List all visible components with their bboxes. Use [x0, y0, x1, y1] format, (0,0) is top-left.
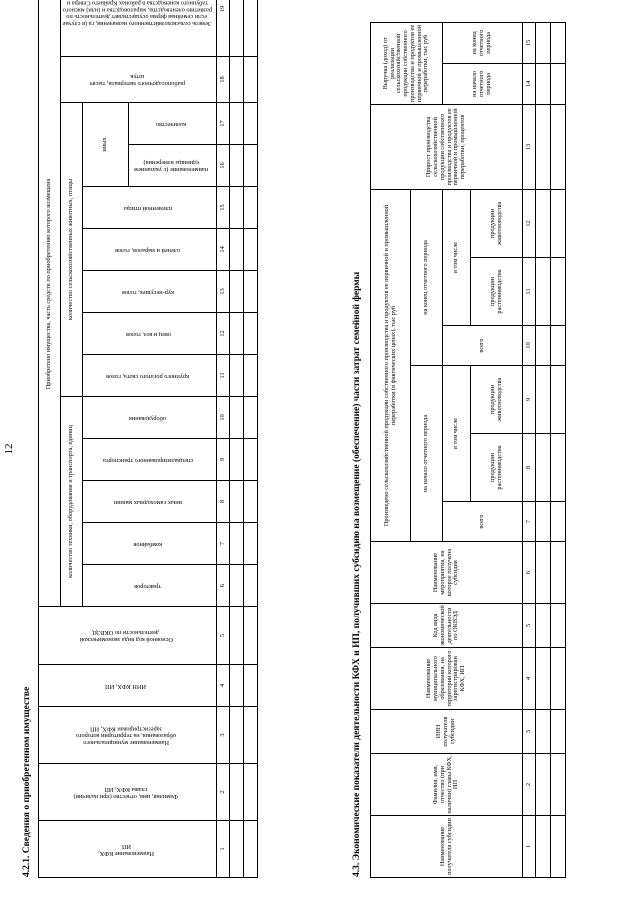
col-number: 12 — [523, 189, 536, 257]
section-title-4-2-1: 4.2.1. Сведения о приобретенном имуществе — [22, 686, 32, 877]
hdr-other-machines: иных самоходных машин — [83, 481, 217, 523]
empty-cell — [229, 607, 243, 665]
col-number: 7 — [523, 502, 536, 542]
hdr-measure: Наименование мероприятия, на которое получена субсидия — [371, 542, 523, 604]
empty-cell — [551, 366, 566, 434]
col-number: 11 — [523, 258, 536, 326]
empty-cell — [536, 258, 551, 326]
hdr-including-end: в том числе — [443, 189, 471, 325]
hdr-acquired-property: Приобретено имущества, часть средств по приобретению которого возмещена — [39, 0, 61, 607]
hdr-municipality: Наименование муниципального образования, на территории которого зарегистрирован КФХ, ИП — [39, 707, 217, 764]
col-number: 7 — [216, 523, 229, 565]
empty-cell — [243, 229, 257, 271]
col-number: 6 — [523, 542, 536, 604]
col-number: 1 — [216, 821, 229, 878]
empty-cell — [243, 355, 257, 397]
hdr-okved: Основной код вида экономической деятельности по ОКВЭД — [39, 607, 217, 665]
empty-cell — [536, 366, 551, 434]
empty-cell — [551, 104, 566, 189]
empty-cell — [243, 821, 257, 878]
hdr-inn: ИНН КФХ, ИП — [39, 665, 217, 707]
empty-cell — [229, 271, 243, 313]
hdr-spec-transport: специализированного транспорта — [83, 439, 217, 481]
col-number: 9 — [216, 439, 229, 481]
empty-cell — [243, 523, 257, 565]
col-number: 16 — [216, 145, 229, 187]
hdr-tech-group: количество техники, оборудования и транспорта, единиц — [61, 397, 83, 607]
hdr-hens: кур-несушек, голов — [83, 271, 217, 313]
empty-cell — [243, 57, 257, 103]
col-number: 17 — [216, 103, 229, 145]
hdr-breeding-poultry: племенной птицы — [83, 187, 217, 229]
empty-cell — [536, 189, 551, 257]
hdr-livestock-start: продукции животноводства — [471, 366, 523, 434]
hdr-deer: оленей и маралов, голов — [83, 229, 217, 271]
section-title-4-3: 4.3. Экономические показатели деятельности КФХ и ИП, получивших субсидию на возмещение (обеспечение) части затрат семейной фермы — [352, 271, 362, 877]
economics-table — [370, 22, 566, 878]
empty-cell — [536, 502, 551, 542]
empty-cell — [536, 604, 551, 648]
empty-cell — [551, 816, 566, 878]
empty-cell — [229, 229, 243, 271]
hdr-sheep-goats: овец и коз, голов — [83, 313, 217, 355]
col-number: 14 — [523, 63, 536, 104]
hdr-combines: комбайнов — [83, 523, 217, 565]
table-row — [551, 22, 566, 877]
col-number: 9 — [523, 366, 536, 434]
hdr-livestock-end: продукции животноводства — [471, 189, 523, 257]
hdr-total-start: всего — [443, 502, 523, 542]
hdr-production-group: Произведено сельскохозяйственной продукции собственного производства и продуктов ее первичной и промышленной переработки (в фактических ценах), тыс руб — [371, 189, 411, 541]
empty-cell — [229, 821, 243, 878]
empty-cell — [243, 764, 257, 821]
hdr-period-end: на конец отчетного периода — [411, 189, 443, 365]
hdr-revenue: Выручка (доход) от реализации сельскохозяйственной продукции собственного производства и продуктов ее первичной и промышленной переработки, тыс руб — [371, 22, 443, 104]
col-number: 15 — [216, 187, 229, 229]
hdr-including-start: в том числе — [443, 366, 471, 502]
empty-cell — [229, 0, 243, 57]
hdr-period-start: на начало отчетного периода — [411, 366, 443, 542]
empty-cell — [536, 816, 551, 878]
hdr-other-qty: количество — [129, 103, 216, 145]
hdr-animals-group: количество сельскохозяйственных животных, птицы — [61, 103, 83, 397]
empty-cell — [243, 565, 257, 607]
empty-cell — [243, 607, 257, 665]
col-number: 15 — [523, 22, 536, 63]
empty-cell — [243, 187, 257, 229]
empty-cell — [229, 523, 243, 565]
empty-cell — [243, 439, 257, 481]
col-number: 8 — [523, 434, 536, 502]
hdr-crop-start: продукции растениеводства — [471, 434, 523, 502]
empty-cell — [551, 63, 566, 104]
hdr-other-name: наименование (с указанием единицы измерения) — [129, 145, 216, 187]
empty-cell — [536, 710, 551, 754]
empty-cell — [229, 355, 243, 397]
col-number: 4 — [523, 648, 536, 710]
hdr-kfh-name: Наименование КФХ, ИП — [39, 821, 217, 878]
col-number: 13 — [216, 271, 229, 313]
hdr-other-group: иных — [83, 103, 129, 187]
empty-cell — [551, 189, 566, 257]
hdr-equipment: оборудования — [83, 397, 217, 439]
empty-cell — [551, 710, 566, 754]
empty-cell — [243, 481, 257, 523]
empty-cell — [229, 764, 243, 821]
column-numbers-row — [523, 22, 536, 877]
hdr-okved: Код вида экономической деятельности по ОКВЭД — [371, 604, 523, 648]
empty-cell — [243, 665, 257, 707]
property-table — [38, 0, 258, 878]
col-number: 14 — [216, 229, 229, 271]
empty-cell — [243, 103, 257, 145]
empty-cell — [536, 63, 551, 104]
table-row — [536, 22, 551, 877]
empty-cell — [243, 145, 257, 187]
hdr-revenue-end: на конец отчетного периода — [443, 22, 523, 63]
col-number: 8 — [216, 481, 229, 523]
col-number: 6 — [216, 565, 229, 607]
empty-cell — [551, 648, 566, 710]
empty-cell — [536, 542, 551, 604]
empty-cell — [536, 648, 551, 710]
empty-cell — [243, 271, 257, 313]
empty-cell — [551, 754, 566, 816]
empty-cell — [229, 707, 243, 764]
col-number: 3 — [523, 710, 536, 754]
empty-cell — [229, 397, 243, 439]
col-number: 3 — [216, 707, 229, 764]
table-row — [229, 0, 243, 878]
empty-cell — [243, 397, 257, 439]
hdr-tractors: тракторов — [83, 565, 217, 607]
empty-cell — [229, 187, 243, 229]
empty-cell — [243, 707, 257, 764]
col-number: 13 — [523, 104, 536, 189]
hdr-revenue-start: на начало отчетного периода — [443, 63, 523, 104]
page-number: 12 — [3, 443, 15, 455]
col-number: 1 — [523, 816, 536, 878]
empty-cell — [551, 502, 566, 542]
empty-cell — [551, 22, 566, 63]
empty-cell — [229, 665, 243, 707]
empty-cell — [229, 103, 243, 145]
empty-cell — [243, 313, 257, 355]
empty-cell — [536, 754, 551, 816]
empty-cell — [229, 481, 243, 523]
col-number: 18 — [216, 57, 229, 103]
hdr-growth: Прирост производства сельскохозяйственной продукции собственного производства и продуктов ее первичной и промышленной переработки, процентов — [371, 104, 523, 189]
empty-cell — [229, 565, 243, 607]
col-number: 5 — [523, 604, 536, 648]
col-number: 5 — [216, 607, 229, 665]
empty-cell — [229, 439, 243, 481]
col-number: 2 — [216, 764, 229, 821]
empty-cell — [551, 326, 566, 366]
empty-cell — [551, 434, 566, 502]
hdr-total-end: всего — [443, 326, 523, 366]
empty-cell — [536, 104, 551, 189]
col-number: 12 — [216, 313, 229, 355]
hdr-inn: ИНН получателя субсидии — [371, 710, 523, 754]
empty-cell — [536, 22, 551, 63]
hdr-recipient-name: Наименование получателя субсидии — [371, 816, 523, 878]
hdr-crop-end: продукции растениеводства — [471, 258, 523, 326]
empty-cell — [536, 434, 551, 502]
col-number: 11 — [216, 355, 229, 397]
empty-cell — [229, 145, 243, 187]
hdr-cattle: крупного рогатого скота, голов — [83, 355, 217, 397]
empty-cell — [551, 604, 566, 648]
empty-cell — [536, 326, 551, 366]
empty-cell — [551, 542, 566, 604]
empty-cell — [551, 258, 566, 326]
empty-cell — [243, 0, 257, 57]
empty-cell — [229, 313, 243, 355]
hdr-head-fio: Фамилия, имя, отчество (при наличии) главы КФХ, ИП — [371, 754, 523, 816]
hdr-farmland: Земель сельскохозяйственного назначения, га (в случае если семейная ферма осуществляет деятельность по развитию оленеводства, мараловодства и (или) мясного табунного коневодства в районах Крайнего Севера и — [61, 0, 217, 57]
col-number: 10 — [523, 326, 536, 366]
col-number: 19 — [216, 0, 229, 57]
hdr-fish-material: рыбопосадочного материала, тысяч штук — [61, 57, 217, 103]
hdr-municipality: Наименование муниципального образования, на территории которого зарегистрирован КФХ, ИП — [371, 648, 523, 710]
column-numbers-row — [216, 0, 229, 878]
empty-cell — [229, 57, 243, 103]
hdr-head-fio: Фамилия, имя, отчество (при наличии) главы КФХ, ИП — [39, 764, 217, 821]
col-number: 10 — [216, 397, 229, 439]
col-number: 4 — [216, 665, 229, 707]
col-number: 2 — [523, 754, 536, 816]
table-row — [243, 0, 257, 878]
